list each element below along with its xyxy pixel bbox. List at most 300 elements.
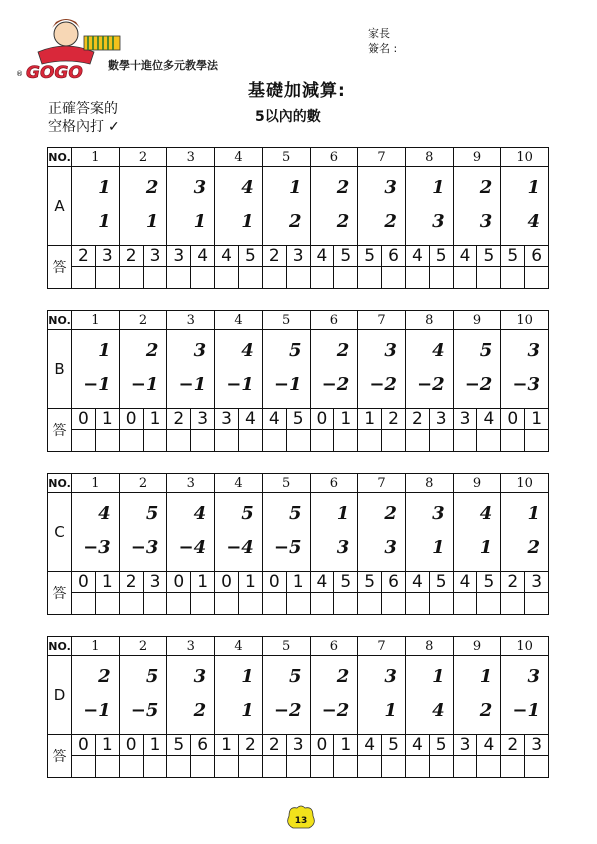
check-box[interactable] bbox=[454, 267, 477, 288]
answer-option: 1 bbox=[95, 409, 119, 429]
answer-option: 1 bbox=[190, 572, 214, 592]
answer-option: 4 bbox=[221, 246, 232, 266]
check-box[interactable] bbox=[286, 267, 310, 288]
column-number: 7 bbox=[358, 148, 406, 166]
problem-cell bbox=[358, 167, 406, 245]
first-number: 2 bbox=[98, 666, 111, 687]
answer-option: 4 bbox=[316, 246, 328, 266]
check-box[interactable] bbox=[190, 593, 214, 614]
answer-option: 4 bbox=[476, 735, 500, 755]
first-number: 2 bbox=[145, 177, 159, 198]
check-box[interactable] bbox=[190, 267, 214, 288]
answer-option: 1 bbox=[143, 409, 167, 429]
check-box[interactable] bbox=[95, 756, 119, 777]
first-number: 1 bbox=[98, 177, 111, 198]
column-number: 6 bbox=[311, 311, 359, 329]
answer-cell bbox=[311, 572, 359, 614]
check-box[interactable] bbox=[286, 756, 310, 777]
answer-label: 答 bbox=[48, 572, 72, 614]
check-box[interactable] bbox=[238, 267, 262, 288]
check-box[interactable] bbox=[190, 430, 214, 451]
second-number: −1 bbox=[83, 374, 111, 395]
problem-cell bbox=[501, 330, 548, 408]
second-number: 1 bbox=[98, 211, 111, 232]
check-box[interactable] bbox=[72, 267, 95, 288]
problem-cell bbox=[263, 167, 311, 245]
column-number: 6 bbox=[311, 474, 359, 492]
answer-option: 3 bbox=[173, 246, 185, 266]
check-box[interactable] bbox=[406, 267, 429, 288]
answer-option: 1 bbox=[333, 735, 357, 755]
first-number: 3 bbox=[193, 666, 207, 687]
row-label: C bbox=[48, 493, 72, 571]
answer-option: 4 bbox=[411, 246, 423, 266]
answer-option: 4 bbox=[238, 409, 262, 429]
check-box[interactable] bbox=[381, 430, 405, 451]
first-number: 5 bbox=[288, 666, 302, 687]
check-box[interactable] bbox=[524, 756, 548, 777]
answer-option: 3 bbox=[95, 246, 119, 266]
check-box[interactable] bbox=[524, 593, 548, 614]
first-number: 2 bbox=[384, 503, 397, 524]
check-box[interactable] bbox=[501, 593, 524, 614]
answer-cell bbox=[358, 409, 406, 451]
answer-cell bbox=[72, 735, 120, 777]
check-box[interactable] bbox=[120, 756, 143, 777]
answer-label: 答 bbox=[48, 409, 72, 451]
first-number: 1 bbox=[527, 503, 541, 524]
check-box[interactable] bbox=[333, 756, 357, 777]
answer-cell bbox=[167, 572, 215, 614]
check-mark-icon: ✓ bbox=[108, 119, 120, 135]
first-number: 3 bbox=[384, 666, 397, 687]
second-number: 2 bbox=[479, 700, 493, 721]
problem-cell bbox=[454, 330, 502, 408]
second-number: 1 bbox=[384, 700, 397, 721]
check-box[interactable] bbox=[429, 756, 453, 777]
check-box[interactable] bbox=[333, 267, 357, 288]
check-box[interactable] bbox=[95, 430, 119, 451]
check-box[interactable] bbox=[454, 593, 477, 614]
check-box[interactable] bbox=[143, 267, 167, 288]
answer-option: 5 bbox=[364, 246, 376, 266]
column-number: 5 bbox=[263, 474, 311, 492]
second-number: −3 bbox=[512, 374, 541, 395]
problem-cell bbox=[72, 330, 120, 408]
first-number: 3 bbox=[432, 503, 445, 524]
check-box[interactable] bbox=[358, 430, 381, 451]
answer-cell bbox=[454, 572, 502, 614]
parent-signature-area: 家長 簽名 : bbox=[368, 27, 398, 55]
check-box[interactable] bbox=[143, 593, 167, 614]
check-box[interactable] bbox=[190, 756, 214, 777]
problem-row bbox=[47, 167, 549, 245]
check-box[interactable] bbox=[501, 267, 524, 288]
check-box[interactable] bbox=[215, 430, 238, 451]
problem-cell bbox=[358, 656, 406, 734]
second-number: −4 bbox=[178, 537, 207, 558]
check-box[interactable] bbox=[454, 430, 477, 451]
first-number: 1 bbox=[527, 177, 541, 198]
first-number: 1 bbox=[98, 340, 111, 361]
check-box[interactable] bbox=[95, 593, 119, 614]
first-number: 5 bbox=[288, 503, 302, 524]
page-subtitle: 5以內的數 bbox=[255, 109, 321, 125]
answer-option: 5 bbox=[476, 246, 500, 266]
answer-row bbox=[47, 734, 549, 778]
answer-option: 0 bbox=[507, 409, 519, 429]
answer-option: 2 bbox=[381, 409, 405, 429]
answer-option: 6 bbox=[381, 246, 405, 266]
answer-option: 5 bbox=[429, 735, 453, 755]
check-box[interactable] bbox=[476, 593, 500, 614]
answer-cell bbox=[72, 409, 120, 451]
answer-option: 0 bbox=[78, 409, 89, 429]
first-number: 3 bbox=[384, 177, 397, 198]
column-number: 9 bbox=[454, 474, 502, 492]
problem-cell bbox=[311, 656, 359, 734]
second-number: −2 bbox=[273, 700, 302, 721]
answer-cell bbox=[406, 246, 454, 288]
answer-option: 3 bbox=[524, 735, 548, 755]
check-box[interactable] bbox=[406, 593, 429, 614]
check-box[interactable] bbox=[406, 756, 429, 777]
first-number: 2 bbox=[336, 340, 350, 361]
check-box[interactable] bbox=[120, 267, 143, 288]
answer-option: 0 bbox=[125, 735, 137, 755]
column-number: 10 bbox=[516, 149, 533, 165]
first-number: 3 bbox=[527, 340, 541, 361]
column-number: 6 bbox=[311, 637, 359, 655]
column-number: 1 bbox=[72, 148, 120, 166]
problem-cell bbox=[311, 330, 359, 408]
answer-option: 3 bbox=[524, 572, 548, 592]
first-number: 5 bbox=[479, 340, 493, 361]
answer-cell bbox=[406, 572, 454, 614]
problem-cell bbox=[72, 167, 120, 245]
first-number: 5 bbox=[288, 340, 302, 361]
problem-row bbox=[47, 656, 549, 734]
check-box[interactable] bbox=[501, 756, 524, 777]
problem-cell bbox=[406, 493, 454, 571]
problem-cell bbox=[215, 656, 263, 734]
answer-cell bbox=[406, 735, 454, 777]
answer-cell bbox=[167, 409, 215, 451]
problem-row bbox=[47, 493, 549, 571]
answer-option: 2 bbox=[268, 735, 280, 755]
answer-cell bbox=[215, 409, 263, 451]
column-number: 5 bbox=[263, 637, 311, 655]
second-number: 1 bbox=[241, 211, 254, 232]
column-number: 10 bbox=[516, 638, 533, 654]
answer-option: 5 bbox=[381, 735, 405, 755]
problem-cell bbox=[454, 656, 502, 734]
column-number: 2 bbox=[120, 474, 168, 492]
answer-option: 5 bbox=[286, 409, 310, 429]
answer-cell bbox=[72, 572, 120, 614]
first-number: 4 bbox=[193, 503, 207, 524]
column-number: 10 bbox=[516, 312, 533, 328]
column-number: 4 bbox=[215, 637, 263, 655]
check-box[interactable] bbox=[72, 756, 95, 777]
column-number: 8 bbox=[406, 148, 454, 166]
check-box[interactable] bbox=[120, 593, 143, 614]
second-number: 1 bbox=[193, 211, 207, 232]
answer-option: 0 bbox=[125, 409, 137, 429]
check-box[interactable] bbox=[333, 430, 357, 451]
problem-cell bbox=[406, 656, 454, 734]
problem-cell bbox=[167, 330, 215, 408]
column-number: 9 bbox=[454, 637, 502, 655]
second-number: 4 bbox=[432, 700, 445, 721]
second-number: −1 bbox=[178, 374, 207, 395]
answer-label: 答 bbox=[48, 246, 72, 288]
problem-cell bbox=[311, 167, 359, 245]
answer-cell bbox=[263, 572, 311, 614]
answer-cell bbox=[501, 246, 548, 288]
answer-option: 1 bbox=[238, 572, 262, 592]
answer-option: 2 bbox=[125, 246, 137, 266]
answer-cell bbox=[454, 409, 502, 451]
check-box[interactable] bbox=[167, 267, 190, 288]
answer-option: 2 bbox=[173, 409, 185, 429]
row-label: B bbox=[48, 330, 72, 408]
answer-option: 2 bbox=[125, 572, 137, 592]
answer-option: 4 bbox=[411, 735, 423, 755]
first-number: 3 bbox=[527, 666, 541, 687]
check-box[interactable] bbox=[311, 267, 334, 288]
problem-cell bbox=[501, 656, 548, 734]
problem-cell bbox=[215, 493, 263, 571]
answer-option: 1 bbox=[95, 572, 119, 592]
answer-cell bbox=[72, 246, 120, 288]
check-box[interactable] bbox=[429, 593, 453, 614]
row-label: A bbox=[48, 167, 72, 245]
answer-option: 2 bbox=[507, 735, 519, 755]
check-box[interactable] bbox=[215, 756, 238, 777]
check-box[interactable] bbox=[454, 756, 477, 777]
second-number: 2 bbox=[193, 700, 207, 721]
check-box[interactable] bbox=[167, 593, 190, 614]
column-number: 9 bbox=[454, 148, 502, 166]
check-box[interactable] bbox=[476, 430, 500, 451]
column-number: 3 bbox=[167, 637, 215, 655]
row-label: D bbox=[48, 656, 72, 734]
column-number: 3 bbox=[167, 148, 215, 166]
block-b bbox=[47, 310, 549, 452]
check-box[interactable] bbox=[476, 756, 500, 777]
answer-option: 3 bbox=[221, 409, 232, 429]
check-box[interactable] bbox=[429, 267, 453, 288]
check-box[interactable] bbox=[215, 593, 238, 614]
block-c bbox=[47, 473, 549, 615]
check-box[interactable] bbox=[358, 267, 381, 288]
problem-cell bbox=[72, 493, 120, 571]
first-number: 3 bbox=[193, 340, 207, 361]
answer-option: 1 bbox=[143, 735, 167, 755]
column-number: 6 bbox=[311, 148, 359, 166]
answer-cell bbox=[215, 572, 263, 614]
answer-cell bbox=[120, 735, 168, 777]
check-box[interactable] bbox=[286, 593, 310, 614]
answer-option: 4 bbox=[190, 246, 214, 266]
first-number: 4 bbox=[98, 503, 111, 524]
answer-option: 0 bbox=[173, 572, 185, 592]
answer-cell bbox=[406, 409, 454, 451]
first-number: 3 bbox=[193, 177, 207, 198]
second-number: −5 bbox=[273, 537, 302, 558]
column-number: 4 bbox=[215, 148, 263, 166]
answer-option: 5 bbox=[333, 246, 357, 266]
check-box[interactable] bbox=[311, 430, 334, 451]
column-number: 10 bbox=[516, 475, 533, 491]
answer-option: 4 bbox=[364, 735, 376, 755]
first-number: 1 bbox=[288, 177, 302, 198]
block-d bbox=[47, 636, 549, 778]
answer-option: 2 bbox=[507, 572, 519, 592]
check-box[interactable] bbox=[263, 267, 286, 288]
problem-cell bbox=[501, 493, 548, 571]
answer-option: 5 bbox=[238, 246, 262, 266]
answer-option: 4 bbox=[268, 409, 280, 429]
problem-cell bbox=[358, 493, 406, 571]
problem-cell bbox=[263, 493, 311, 571]
answer-option: 3 bbox=[429, 409, 453, 429]
answer-option: 4 bbox=[476, 409, 500, 429]
problem-cell bbox=[406, 167, 454, 245]
instruction-line-1: 正確答案的 bbox=[48, 101, 118, 117]
column-number: 9 bbox=[454, 311, 502, 329]
answer-option: 5 bbox=[173, 735, 185, 755]
second-number: 2 bbox=[384, 211, 397, 232]
check-box[interactable] bbox=[381, 593, 405, 614]
answer-option: 1 bbox=[286, 572, 310, 592]
check-box[interactable] bbox=[72, 430, 95, 451]
check-box[interactable] bbox=[524, 430, 548, 451]
check-box[interactable] bbox=[120, 430, 143, 451]
check-box[interactable] bbox=[263, 593, 286, 614]
column-number: 5 bbox=[263, 311, 311, 329]
check-box[interactable] bbox=[167, 430, 190, 451]
check-box[interactable] bbox=[381, 756, 405, 777]
second-number: 3 bbox=[384, 537, 397, 558]
answer-option: 1 bbox=[524, 409, 548, 429]
second-number: 3 bbox=[479, 211, 493, 232]
answer-option: 1 bbox=[333, 409, 357, 429]
second-number: 1 bbox=[479, 537, 493, 558]
second-number: −1 bbox=[273, 374, 302, 395]
second-number: 1 bbox=[432, 537, 445, 558]
check-box[interactable] bbox=[238, 593, 262, 614]
check-box[interactable] bbox=[501, 430, 524, 451]
first-number: 4 bbox=[479, 503, 493, 524]
answer-label: 答 bbox=[48, 735, 72, 777]
number-header-row bbox=[47, 310, 549, 330]
problem-cell bbox=[167, 167, 215, 245]
second-number: 2 bbox=[288, 211, 302, 232]
first-number: 1 bbox=[432, 666, 445, 687]
answer-cell bbox=[501, 572, 548, 614]
check-box[interactable] bbox=[429, 430, 453, 451]
answer-option: 5 bbox=[429, 572, 453, 592]
first-number: 2 bbox=[479, 177, 493, 198]
answer-cell bbox=[120, 572, 168, 614]
answer-option: 6 bbox=[381, 572, 405, 592]
check-box[interactable] bbox=[238, 430, 262, 451]
check-box[interactable] bbox=[263, 430, 286, 451]
answer-option: 3 bbox=[459, 409, 471, 429]
answer-option: 3 bbox=[286, 246, 310, 266]
instruction-line-2: 空格內打 bbox=[48, 119, 104, 135]
problem-cell bbox=[454, 167, 502, 245]
answer-option: 0 bbox=[316, 735, 328, 755]
column-number: 8 bbox=[406, 311, 454, 329]
number-header-row bbox=[47, 147, 549, 167]
check-box[interactable] bbox=[311, 756, 334, 777]
check-box[interactable] bbox=[406, 430, 429, 451]
check-box[interactable] bbox=[524, 267, 548, 288]
column-number: 2 bbox=[120, 311, 168, 329]
answer-option: 5 bbox=[333, 572, 357, 592]
check-box[interactable] bbox=[311, 593, 334, 614]
check-box[interactable] bbox=[333, 593, 357, 614]
column-number: 1 bbox=[72, 311, 120, 329]
second-number: −2 bbox=[321, 374, 350, 395]
check-box[interactable] bbox=[143, 756, 167, 777]
second-number: 1 bbox=[145, 211, 159, 232]
answer-option: 5 bbox=[476, 572, 500, 592]
column-number: 7 bbox=[358, 311, 406, 329]
answer-option: 5 bbox=[507, 246, 519, 266]
second-number: −1 bbox=[83, 700, 111, 721]
second-number: −2 bbox=[369, 374, 397, 395]
problem-cell bbox=[215, 167, 263, 245]
column-number: 4 bbox=[215, 474, 263, 492]
check-box[interactable] bbox=[143, 430, 167, 451]
column-number: 5 bbox=[263, 148, 311, 166]
second-number: −4 bbox=[226, 537, 254, 558]
check-box[interactable] bbox=[238, 756, 262, 777]
check-box[interactable] bbox=[263, 756, 286, 777]
check-box[interactable] bbox=[358, 756, 381, 777]
no-label: NO. bbox=[48, 148, 72, 166]
answer-cell bbox=[263, 409, 311, 451]
answer-option: 3 bbox=[143, 572, 167, 592]
check-box[interactable] bbox=[476, 267, 500, 288]
answer-option: 4 bbox=[459, 246, 471, 266]
number-header-row bbox=[47, 636, 549, 656]
column-number: 2 bbox=[120, 637, 168, 655]
first-number: 4 bbox=[241, 177, 254, 198]
problem-row bbox=[47, 330, 549, 408]
check-box[interactable] bbox=[167, 756, 190, 777]
check-box[interactable] bbox=[286, 430, 310, 451]
check-box[interactable] bbox=[95, 267, 119, 288]
check-box[interactable] bbox=[381, 267, 405, 288]
answer-cell bbox=[263, 246, 311, 288]
problem-cell bbox=[72, 656, 120, 734]
answer-cell bbox=[167, 735, 215, 777]
problem-cell bbox=[501, 167, 548, 245]
check-box[interactable] bbox=[358, 593, 381, 614]
answer-option: 1 bbox=[221, 735, 232, 755]
check-box[interactable] bbox=[72, 593, 95, 614]
answer-cell bbox=[311, 246, 359, 288]
no-label: NO. bbox=[48, 474, 72, 492]
check-box[interactable] bbox=[215, 267, 238, 288]
answer-row bbox=[47, 571, 549, 615]
answer-row bbox=[47, 245, 549, 289]
